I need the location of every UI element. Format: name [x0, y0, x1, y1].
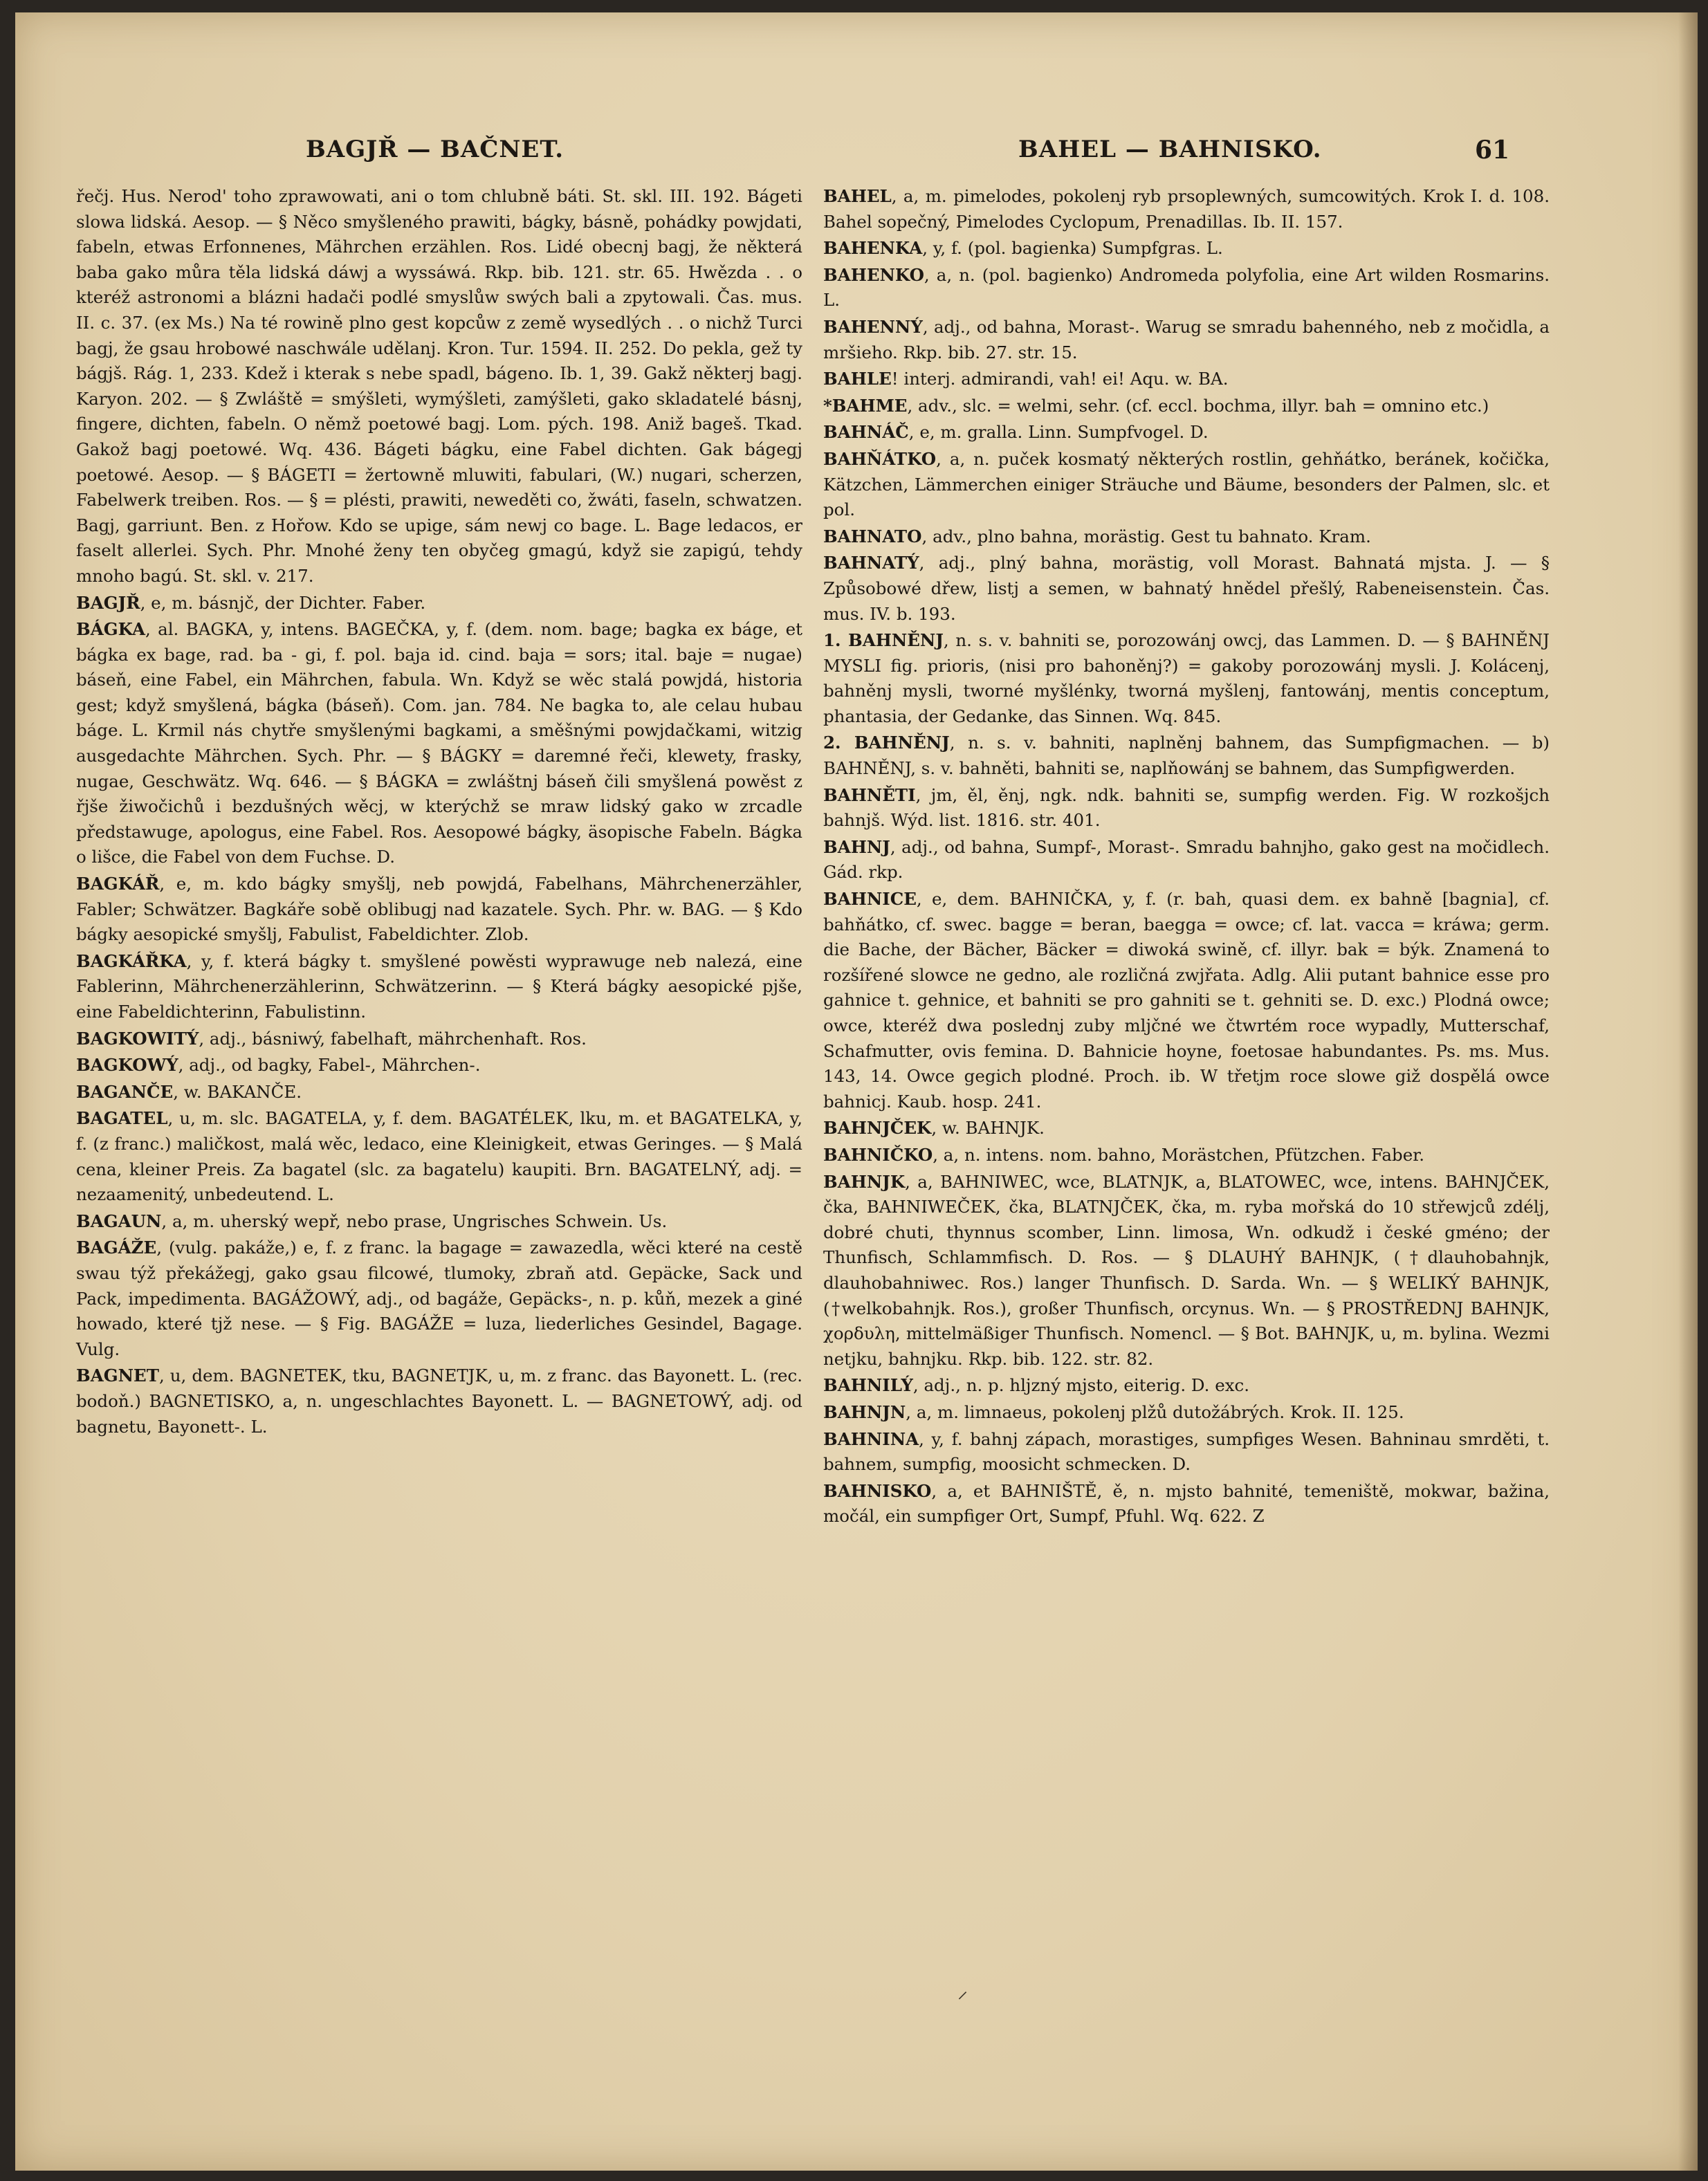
entry-text: , a, m. limnaeus, pokolenj plžů dutožábrých. Krok. II. 125.: [906, 1401, 1404, 1422]
entry-text: , al. BAGKA, y, intens. BAGEČKA, y, f. (dem. nom. bage; bagka ex báge, et bágka ex bage, rad. ba - gi, f. pol. baja id. cind. baja = sors; ital. baje = nugae) báseň, eine Fabel, ein Mährchen, fabula. Wn. Když se wěc stalá powjdá, historia gest; když smyšlená, bágka (báseň). Com. jan. 784. Ne bagka to, ale celau hubau báge. L. Krmil nás chytře smyšlenými bagkami, a směšnými powjdačkami, witzig ausgedachte Mährchen. Sych. Phr. — § BÁGKY = daremné řeči, klewety, frasky, nugae, Geschwätz. Wq. 646. — § BÁGKA = zwláštnj báseň čili smyšlená powěst z řjše žiwočichů i bezdušných wěcj, w kterýchž se mraw lidský gako w zrcadle předstawuge, apologus, eine Fabel. Ros. Aesopowé bágky, äsopische Fabeln. Bágka o lišce, die Fabel von dem Fuchse. D.: [76, 619, 802, 867]
entry-text: , a, BAHNIWEC, wce, BLATNJK, a, BLATOWEC, wce, intens. BAHNJČEK, čka, BAHNIWEČEK, čka, BLATNJČEK, čka, m. ryba mořská do 10 střewjců zdélj, dobré chuti, thynnus scomber, Linn. limosa, Wn. odkudž i české gméno; der Thunfisch, Schlammfisch. D. Ros. — § DLAUHÝ BAHNJK, (†dlauhobahnjk, dlauhobahniwec. Ros.) langer Thunfisch. D. Sarda. Wn. — § WELIKÝ BAHNJK, (†welkobahnjk. Ros.), großer Thunfisch, orcynus. Wn. — § PROSTŘEDNJ BAHNJK, χορδυλη, mittelmäßiger Thunfisch. Nomencl. — § Bot. BAHNJK, u, m. bylina. Wezmi netjku, bahnjku. Rkp. bib. 122. str. 82.: [823, 1171, 1550, 1369]
entry-headword: 1. BAHNĚNJ: [823, 630, 944, 651]
entry-headword: BAHNJ: [823, 836, 890, 857]
dictionary-entry: [76, 1209, 802, 1235]
dictionary-entry: [823, 1116, 1550, 1141]
ink-mark: ⸝: [957, 1979, 968, 2003]
dictionary-entry: [76, 949, 802, 1025]
entry-text: , (vulg. pakáže,) e, f. z franc. la bagage = zawazedla, wěci které na cestě swau týž překážegj, gako gsau filcowé, tlumoky, zbraň atd. Gepäcke, Sack und Pack, impedimenta. BAGÁŽOWÝ, adj., od bagáže, Gepäcks-, n. p. kůň, mezek a giné howado, které tjž nese. — § Fig. BAGÁŽE = luza, liederliches Gesindel, Bagage. Vulg.: [76, 1237, 802, 1359]
entry-headword: BAGAUN: [76, 1211, 162, 1231]
entry-text: , w. BAHNJK.: [931, 1118, 1045, 1139]
entry-text: , u, m. slc. BAGATELA, y, f. dem. BAGATÉLEK, lku, m. et BAGATELKA, y, f. (z franc.) maličkost, malá wěc, ledaco, eine Kleinigkeit, etwas Geringes. — § Malá cena, kleiner Preis. Za bagatel (slc. za bagatelu) kaupiti. Brn. BAGATELNÝ, adj. = nezaamenitý, unbedeutend. L.: [76, 1108, 802, 1205]
running-head-right: BAHEL — BAHNISKO.: [1018, 136, 1322, 163]
entry-headword: BAHENNÝ: [823, 316, 923, 337]
entry-headword: BAHNJN: [823, 1401, 906, 1422]
dictionary-entry: [823, 835, 1550, 885]
dictionary-entry: [823, 1400, 1550, 1426]
entry-text: , adj., básniwý, fabelhaft, mährchenhaft. Ros.: [199, 1028, 587, 1049]
entry-text: , a, m. uherský wepř, nebo prase, Ungrisches Schwein. Us.: [161, 1211, 668, 1231]
dictionary-entry: [76, 1080, 802, 1105]
dictionary-entry: [823, 315, 1550, 365]
right-column: [823, 184, 1550, 1531]
entry-text: , e, m. kdo bágky smyšlj, neb powjdá, Fabelhans, Mährchenerzähler, Fabler; Schwätzer. Bagkáře sobě oblibugj nad kazatele. Sych. Phr. w. BAG. — § Kdo bágky aesopické smyšlj, Fabulist, Fabeldichter. Zlob.: [76, 874, 802, 945]
entry-text: , a, m. pimelodes, pokolenj ryb prsoplewných, sumcowitých. Krok I. d. 108. Bahel sopečný, Pimelodes Cyclopum, Prenadillas. Ib. II. 157.: [823, 186, 1550, 232]
dictionary-entry: [823, 1427, 1550, 1478]
dictionary-entry: [76, 617, 802, 870]
dictionary-entry: [823, 394, 1550, 419]
entry-headword: BAHNATO: [823, 526, 922, 546]
page-number: 61: [1475, 136, 1510, 165]
entry-headword: BAHNJK: [823, 1171, 906, 1192]
entry-text: , e, dem. BAHNIČKA, y, f. (r. bah, quasi dem. ex bahně [bagnia], cf. bahňátko, cf. swec. bagge = beran, baegga = owce; cf. lat. vacca = kráwa; germ. die Bache, der Bächer, Bäcker = diwoká swině, cf. illyr. bak = býk. Znamená to rozšířené slowce ne gedno, ale rozličná zwjřata. Adlg. Alii putant bahnice esse pro gahnice t. gehnice, et bahniti se pro gahniti se t. gehniti se. D. exc.) Plodná owce; owce, kteréž dwa poslednj zuby mljčné we čtwrtém roce wypadly, Mutterschaf, Schafmutter, ovis femina. D. Bahnicie hoyne, foetosae habundantes. Ps. ms. Mus. 143, 14. Owce gegich plodné. Proch. ib. W třetjm roce slowe giž dospělá owce bahnicj. Kaub. hosp. 241.: [823, 889, 1550, 1112]
dictionary-entry: [76, 1053, 802, 1078]
entry-headword: BAHNJČEK: [823, 1118, 932, 1139]
dictionary-entry: [823, 447, 1550, 523]
entry-headword: BAHLE: [823, 369, 892, 389]
dictionary-entry: [823, 1373, 1550, 1399]
entry-headword: BAHNATÝ: [823, 553, 919, 573]
entry-text: , u, dem. BAGNETEK, tku, BAGNETJK, u, m. z franc. das Bayonett. L. (rec. bodoň.) BAGNETISKO, a, n. ungeschlachtes Bayonett. L. — BAGNETOWÝ, adj. od bagnetu, Bayonett-. L.: [76, 1365, 802, 1437]
dictionary-entry: [823, 263, 1550, 313]
entry-text: , n. s. v. bahniti, naplněnj bahnem, das Sumpfigmachen. — b) BAHNĚNJ, s. v. bahněti, bahniti se, naplňowánj se bahnem, das Sumpfigwerden.: [823, 733, 1550, 779]
entry-text: , n. s. v. bahniti se, porozowánj owcj, das Lammen. D. — § BAHNĚNJ MYSLI fig. prioris, (nisi pro bahoněnj?) = gakoby porozowánj mysli. J. Kolácenj, bahněnj mysli, tworné myšlénky, tworná myšlenj, fantowánj, mentis conceptum, phantasia, der Gedanke, das Sinnen. Wq. 845.: [823, 630, 1550, 726]
entry-text: , adj., od bagky, Fabel-, Mährchen-.: [178, 1055, 481, 1076]
entry-text: , a, n. puček kosmatý některých rostlin, gehňátko, beránek, kočička, Kätzchen, Lämmerchen einiger Sträuche und Bäume, besonders der Palmen, slc. et pol.: [823, 448, 1550, 520]
dictionary-entry: [76, 1027, 802, 1052]
entry-headword: BAHENKO: [823, 264, 924, 285]
dictionary-entry: [823, 1479, 1550, 1529]
entry-headword: BAHNĚTI: [823, 784, 916, 805]
entry-text: , a, n. intens. nom. bahno, Morästchen, Pfützchen. Faber.: [933, 1144, 1425, 1165]
dictionary-entry: [823, 783, 1550, 834]
entry-text: , adj., od bahna, Morast-. Warug se smradu bahenného, neb z močidla, a mršieho. Rkp. bib. 27. str. 15.: [823, 316, 1550, 362]
entry-headword: 2. BAHNĚNJ: [823, 733, 950, 753]
entry-headword: BAGANČE: [76, 1081, 174, 1102]
entry-headword: BAHNILÝ: [823, 1375, 913, 1396]
dictionary-entry: [823, 1143, 1550, 1168]
running-head-left: BAGJŘ — BAČNET.: [306, 136, 564, 163]
entry-headword: BAHEL: [823, 186, 892, 206]
dictionary-entry: [76, 1363, 802, 1439]
dictionary-entry: [823, 524, 1550, 550]
dictionary-entry: [823, 628, 1550, 729]
entry-text: , y, f. (pol. bagienka) Sumpfgras. L.: [922, 238, 1223, 259]
entry-headword: BÁGKA: [76, 619, 145, 640]
entry-headword: BAGATEL: [76, 1108, 168, 1129]
dictionary-entry: [823, 730, 1550, 781]
entry-text: , a, n. (pol. bagienko) Andromeda polyfolia, eine Art wilden Rosmarins. L.: [823, 264, 1550, 311]
dictionary-entry: [76, 1235, 802, 1362]
entry-text: , adj., od bahna, Sumpf-, Morast-. Smradu bahnjho, gako gest na močidlech. Gád. rkp.: [823, 836, 1550, 883]
entry-headword: BAHENKA: [823, 238, 923, 259]
entry-headword: BAHŇÁTKO: [823, 448, 937, 469]
entry-text: , y, f. která bágky t. smyšlené powěsti wyprawuge neb nalezá, eine Fablerinn, Mährchenerzählerinn, Schwätzerinn. — § Která bágky aesopické pjše, eine Fabeldichterinn, Fabulistinn.: [76, 950, 802, 1022]
dictionary-entry: [823, 551, 1550, 627]
dictionary-entry: [76, 591, 802, 616]
entry-headword: BAGÁŽE: [76, 1237, 157, 1258]
dictionary-entry: [823, 184, 1550, 234]
entry-headword: BAHNIČKO: [823, 1144, 933, 1165]
entry-text: , jm, ěl, ěnj, ngk. ndk. bahniti se, sumpfig werden. Fig. W rozkošjch bahnjš. Wýd. list. 1816. str. 401.: [823, 784, 1550, 831]
entry-text: řečj. Hus. Nerod' toho zprawowati, ani o tom chlubně báti. St. skl. III. 192. Bágeti slowa lidská. Aesop. — § Něco smyšleného prawiti, bágky, básně, pohádky powjdati, fabeln, etwas Erfonnenes, Mährchen erzählen. Ros. Lidé obecnj bagj, že některá baba gako můra těla lidská dáwj a wyssáwá. Rkp. bib. 121. str. 65. Hwězda . . o kteréž astronomi a blázni hadači podlé smyslůw swých bali a zpytowali. Čas. mus. II. c. 37. (ex Ms.) Na té rowině plno gest kopcůw z země wysedlých . . o nichž Turci bagj, že gsau hrobowé naschwále udělanj. Kron. Tur. 1594. II. 252. Do pekla, gež ty bágjš. Rág. 1, 233. Kdež i kterak s nebe spadl, bágeno. Ib. 1, 39. Gakž některj bagj. Karyon. 202. — § Zwláště = smýšleti, wymýšleti, zamýšleti, gako skladatelé básnj, fingere, dichten, fabeln. O němž poetowé bagj. Lom. pých. 198. Aniž bageš. Tkad. Gakož bagj poetowé. Wq. 436. Bágeti bágku, eine Fabel dichten. Gak bágegj poetowé. Aesop. — § BÁGETI = žertowně mluwiti, fabulari, (W.) nugari, scherzen, Fabelwerk treiben. Ros. — § = plésti, prawiti, neweděti co, žwáti, faseln, schwatzen. Bagj, garriunt. Ben. z Hořow. Kdo se upige, sám newj co bage. L. Bage ledacos, er faselt allerlei. Sych. Phr. Mnohé ženy ten obyčeg gmagú, když sie zapigú, tehdy mnoho bagú. St. skl. v. 217.: [76, 186, 802, 586]
page-binding-shadow: [1678, 12, 1698, 2171]
entry-text: , adv., slc. = welmi, sehr. (cf. eccl. bochma, illyr. bah = omnino etc.): [907, 395, 1489, 416]
entry-headword: BAHNINA: [823, 1428, 919, 1449]
dictionary-entry: [823, 420, 1550, 445]
entry-headword: BAGKÁŘ: [76, 874, 160, 894]
entry-text: , a, et BAHNIŠTĚ, ě, n. mjsto bahnité, temeniště, mokwar, bažina, močál, ein sumpfiger Ort, Sumpf, Pfuhl. Wq. 622. Z: [823, 1480, 1550, 1527]
entry-text: ! interj. admirandi, vah! ei! Aqu. w. BA.: [891, 369, 1229, 389]
dictionary-page: [15, 12, 1698, 2171]
entry-text: , e, m. gralla. Linn. Sumpfvogel. D.: [908, 422, 1209, 443]
entry-headword: BAGNET: [76, 1365, 159, 1386]
entry-text: , e, m. básnjč, der Dichter. Faber.: [140, 592, 426, 613]
entry-headword: BAGKOWITÝ: [76, 1028, 199, 1049]
entry-headword: BAGKOWÝ: [76, 1055, 178, 1076]
dictionary-entry: [76, 184, 802, 589]
entry-headword: BAHNÁČ: [823, 422, 909, 443]
left-column: [76, 184, 802, 1441]
dictionary-entry: [823, 887, 1550, 1114]
dictionary-entry: [823, 367, 1550, 392]
entry-text: , adv., plno bahna, morästig. Gest tu bahnato. Kram.: [921, 526, 1371, 546]
dictionary-entry: [823, 236, 1550, 261]
entry-headword: BAGKÁŘKA: [76, 950, 187, 971]
entry-text: , y, f. bahnj zápach, morastiges, sumpfiges Wesen. Bahninau smrděti, t. bahnem, sumpfig, moosicht schmecken. D.: [823, 1428, 1550, 1475]
entry-headword: BAHNICE: [823, 889, 917, 910]
entry-text: , adj., n. p. hljzný mjsto, eiterig. D. exc.: [912, 1375, 1250, 1396]
entry-text: , adj., plný bahna, morästig, voll Morast. Bahnatá mjsta. J. — § Způsobowé dřew, listj a semen, w bahnatý hnědel přešlý, Rabeneisenstein. Čas. mus. IV. b. 193.: [823, 553, 1550, 624]
entry-text: , w. BAKANČE.: [173, 1081, 302, 1102]
dictionary-entry: [823, 1170, 1550, 1372]
entry-headword: *BAHME: [823, 395, 908, 416]
entry-headword: BAHNISKO: [823, 1480, 932, 1501]
dictionary-entry: [76, 1106, 802, 1207]
entry-headword: BAGJŘ: [76, 592, 140, 613]
dictionary-entry: [76, 872, 802, 948]
